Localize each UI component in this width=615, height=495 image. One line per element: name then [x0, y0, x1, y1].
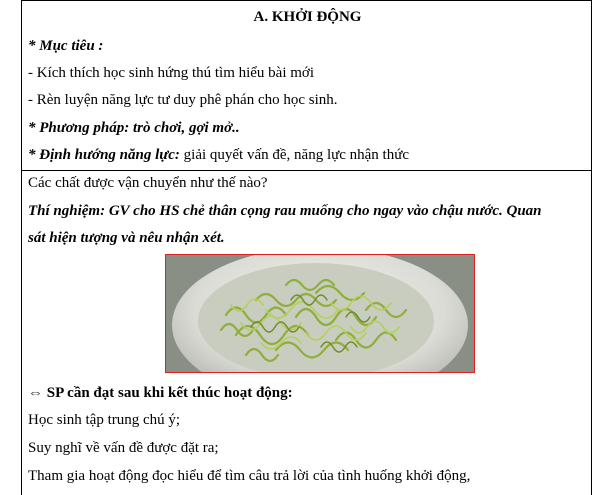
experiment-photo	[165, 254, 475, 373]
water-spinach-bowl-image	[166, 255, 474, 372]
table-row-separator	[21, 170, 592, 171]
method-line	[28, 118, 240, 138]
objective-item: - Kích thích học sinh hứng thú tìm hiểu bài mới	[28, 65, 315, 81]
outcome-item: Học sinh tập trung chú ý;	[28, 412, 181, 428]
outcome-item: Tham gia hoạt động đọc hiểu để tìm câu trả lời của tình huống khởi động,	[28, 468, 471, 484]
method-value: trò chơi, gợi mở..	[129, 120, 240, 136]
experiment-text: Thí nghiệm: GV cho HS chẻ thân cọng rau muống cho ngay vào chậu nước. Quan	[28, 203, 542, 219]
outcome-item: Suy nghĩ về vấn đề được đặt ra;	[28, 440, 219, 456]
orientation-line	[28, 145, 409, 165]
objectives-heading: * Mục tiêu :	[28, 38, 104, 54]
objective-item: - Rèn luyện năng lực tư duy phê phán cho học sinh.	[28, 92, 338, 108]
method-label: * Phương pháp:	[28, 120, 130, 136]
orientation-value: giải quyết vấn đề, năng lực nhận thức	[179, 147, 410, 163]
orientation-label: * Định hướng năng lực:	[28, 147, 180, 163]
section-title: A. KHỞI ĐỘNG	[253, 9, 362, 25]
product-heading: ⇔ SP cần đạt sau khi kết thúc hoạt động:	[28, 385, 293, 401]
experiment-text: sát hiện tượng và nêu nhận xét.	[28, 230, 225, 246]
question-text: Các chất được vận chuyển như thế nào?	[28, 175, 268, 191]
